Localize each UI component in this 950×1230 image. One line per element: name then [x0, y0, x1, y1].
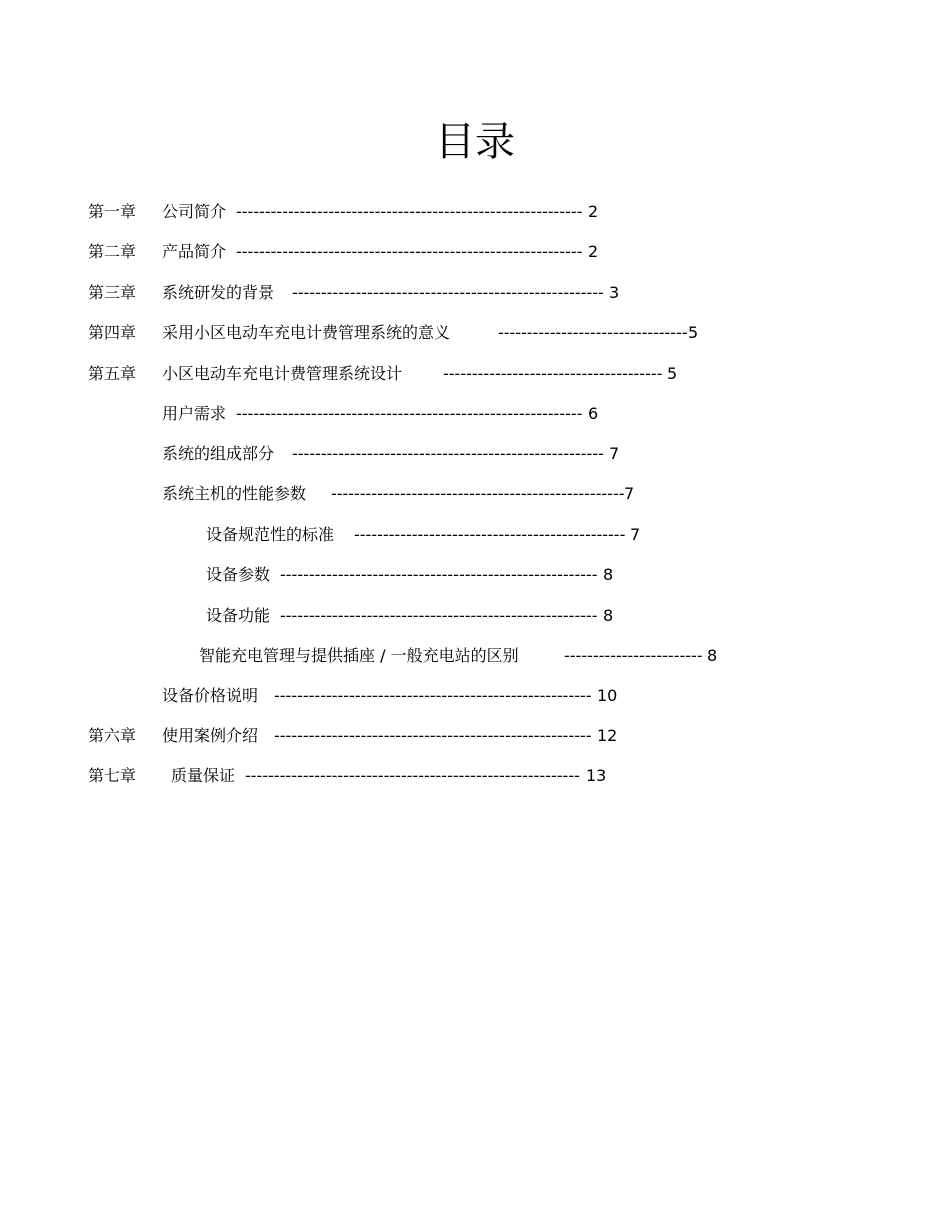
toc-leader: ---------------------------------------------------------- — [245, 766, 580, 785]
toc-entry-title: 系统研发的背景 — [162, 283, 275, 302]
toc-page-number: 8 — [707, 646, 718, 665]
toc-entry-title: 质量保证 — [171, 766, 236, 785]
toc-page-number: 2 — [588, 202, 599, 221]
toc-page-number: 10 — [597, 686, 618, 705]
toc-page-number: 2 — [588, 242, 599, 261]
toc-chapter-number: 第六章 — [88, 726, 137, 745]
toc-page-number: 8 — [603, 565, 614, 584]
toc-page-number: 7 — [609, 444, 620, 463]
toc-leader: --------------------------------------------------- — [331, 484, 624, 503]
toc-entry-title: 智能充电管理与提供插座 / 一般充电站的区别 — [199, 646, 519, 665]
toc-chapter-number: 第五章 — [88, 364, 137, 383]
toc-leader: ------------------------------------------------------------ — [236, 242, 583, 261]
toc-leader: ----------------------------------------------- — [354, 525, 626, 544]
toc-page-number: 3 — [609, 283, 620, 302]
toc-page-number: 13 — [586, 766, 607, 785]
page-title: 目录 — [435, 119, 515, 165]
toc-entry-title: 小区电动车充电计费管理系统设计 — [162, 364, 403, 383]
toc-entry-title: 系统主机的性能参数 — [162, 484, 307, 503]
toc-leader: ------------------------------------------------------- — [280, 606, 598, 625]
toc-leader: ------------------------------------------------------- — [280, 565, 598, 584]
toc-entry-title: 使用案例介绍 — [162, 726, 259, 745]
toc-page-number: 5 — [667, 364, 678, 383]
toc-page-number: 7 — [624, 484, 635, 503]
toc-entry-title: 公司简介 — [162, 202, 227, 221]
toc-leader: ------------------------------------------------------------ — [236, 404, 583, 423]
toc-page-number: 5 — [688, 323, 699, 342]
toc-page-number: 6 — [588, 404, 599, 423]
toc-chapter-number: 第四章 — [88, 323, 137, 342]
toc-entry-title: 设备规范性的标准 — [206, 525, 335, 544]
toc-entry-title: 设备功能 — [206, 606, 271, 625]
toc-entry-title: 采用小区电动车充电计费管理系统的意义 — [162, 323, 451, 342]
toc-page-number: 12 — [597, 726, 618, 745]
toc-page-number: 8 — [603, 606, 614, 625]
toc-chapter-number: 第七章 — [88, 766, 137, 785]
toc-entry-title: 产品简介 — [162, 242, 227, 261]
toc-leader: ------------------------------------------------------- — [274, 686, 592, 705]
toc-page-number: 7 — [630, 525, 641, 544]
toc-leader: ------------------------------------------------------ — [292, 444, 604, 463]
toc-entry-title: 用户需求 — [162, 404, 227, 423]
toc-leader: --------------------------------- — [498, 323, 688, 342]
toc-leader: ------------------------ — [564, 646, 703, 665]
toc-chapter-number: 第三章 — [88, 283, 137, 302]
toc-leader: ------------------------------------------------------ — [292, 283, 604, 302]
toc-chapter-number: 第一章 — [88, 202, 137, 221]
toc-leader: ------------------------------------------------------------ — [236, 202, 583, 221]
toc-entry-title: 设备价格说明 — [162, 686, 259, 705]
toc-leader: ------------------------------------------------------- — [274, 726, 592, 745]
toc-entry-title: 系统的组成部分 — [162, 444, 275, 463]
toc-leader: -------------------------------------- — [443, 364, 663, 383]
toc-chapter-number: 第二章 — [88, 242, 137, 261]
toc-entry-title: 设备参数 — [206, 565, 271, 584]
